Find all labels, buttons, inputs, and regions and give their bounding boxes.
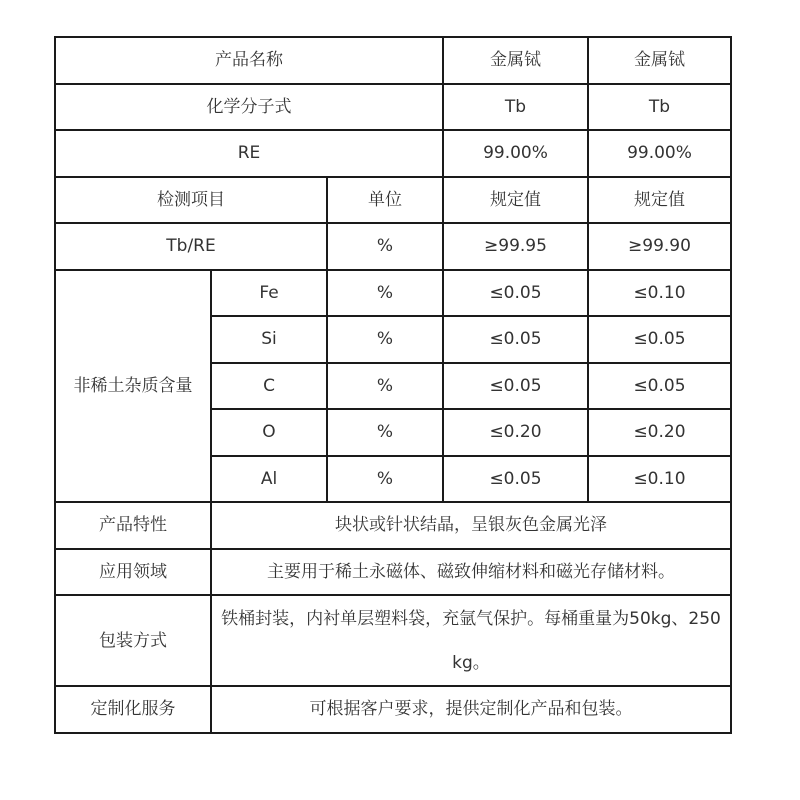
impurity-value: ≤0.10 bbox=[588, 456, 731, 503]
header-spec: 规定值 bbox=[443, 177, 588, 224]
product-name-value: 金属铽 bbox=[443, 37, 588, 84]
packaging-value: 铁桶封装，内衬单层塑料袋，充氩气保护。每桶重量为50kg、250kg。 bbox=[211, 595, 731, 686]
spec-table bbox=[54, 36, 732, 734]
impurity-value: ≤0.20 bbox=[588, 409, 731, 456]
properties-value: 块状或针状结晶，呈银灰色金属光泽 bbox=[211, 502, 731, 549]
row-properties bbox=[55, 502, 731, 549]
product-name-value: 金属铽 bbox=[588, 37, 731, 84]
header-unit: 单位 bbox=[327, 177, 443, 224]
impurity-value: ≤0.05 bbox=[443, 270, 588, 317]
row-header bbox=[55, 177, 731, 224]
impurity-element: Fe bbox=[211, 270, 327, 317]
row-packaging bbox=[55, 595, 731, 686]
tbre-value: ≥99.95 bbox=[443, 223, 588, 270]
impurity-element: Al bbox=[211, 456, 327, 503]
formula-label: 化学分子式 bbox=[55, 84, 443, 131]
impurity-element: C bbox=[211, 363, 327, 410]
impurity-unit: % bbox=[327, 409, 443, 456]
impurity-value: ≤0.05 bbox=[443, 316, 588, 363]
packaging-label: 包装方式 bbox=[55, 595, 211, 686]
impurity-unit: % bbox=[327, 363, 443, 410]
header-item: 检测项目 bbox=[55, 177, 327, 224]
row-impurity bbox=[55, 270, 731, 317]
impurity-value: ≤0.05 bbox=[443, 456, 588, 503]
row-formula bbox=[55, 84, 731, 131]
header-spec: 规定值 bbox=[588, 177, 731, 224]
impurity-element: Si bbox=[211, 316, 327, 363]
re-value: 99.00% bbox=[443, 130, 588, 177]
row-tbre bbox=[55, 223, 731, 270]
row-applications bbox=[55, 549, 731, 596]
formula-value: Tb bbox=[588, 84, 731, 131]
product-name-label: 产品名称 bbox=[55, 37, 443, 84]
impurity-value: ≤0.05 bbox=[443, 363, 588, 410]
tbre-unit: % bbox=[327, 223, 443, 270]
impurity-group-label: 非稀土杂质含量 bbox=[55, 270, 211, 503]
properties-label: 产品特性 bbox=[55, 502, 211, 549]
custom-label: 定制化服务 bbox=[55, 686, 211, 733]
impurity-element: O bbox=[211, 409, 327, 456]
tbre-value: ≥99.90 bbox=[588, 223, 731, 270]
formula-value: Tb bbox=[443, 84, 588, 131]
custom-value: 可根据客户要求，提供定制化产品和包装。 bbox=[211, 686, 731, 733]
re-value: 99.00% bbox=[588, 130, 731, 177]
row-product-name bbox=[55, 37, 731, 84]
impurity-unit: % bbox=[327, 270, 443, 317]
impurity-unit: % bbox=[327, 316, 443, 363]
re-label: RE bbox=[55, 130, 443, 177]
applications-value: 主要用于稀土永磁体、磁致伸缩材料和磁光存储材料。 bbox=[211, 549, 731, 596]
applications-label: 应用领域 bbox=[55, 549, 211, 596]
row-custom bbox=[55, 686, 731, 733]
impurity-value: ≤0.05 bbox=[588, 316, 731, 363]
impurity-value: ≤0.20 bbox=[443, 409, 588, 456]
tbre-item: Tb/RE bbox=[55, 223, 327, 270]
row-re bbox=[55, 130, 731, 177]
impurity-unit: % bbox=[327, 456, 443, 503]
impurity-value: ≤0.10 bbox=[588, 270, 731, 317]
impurity-value: ≤0.05 bbox=[588, 363, 731, 410]
